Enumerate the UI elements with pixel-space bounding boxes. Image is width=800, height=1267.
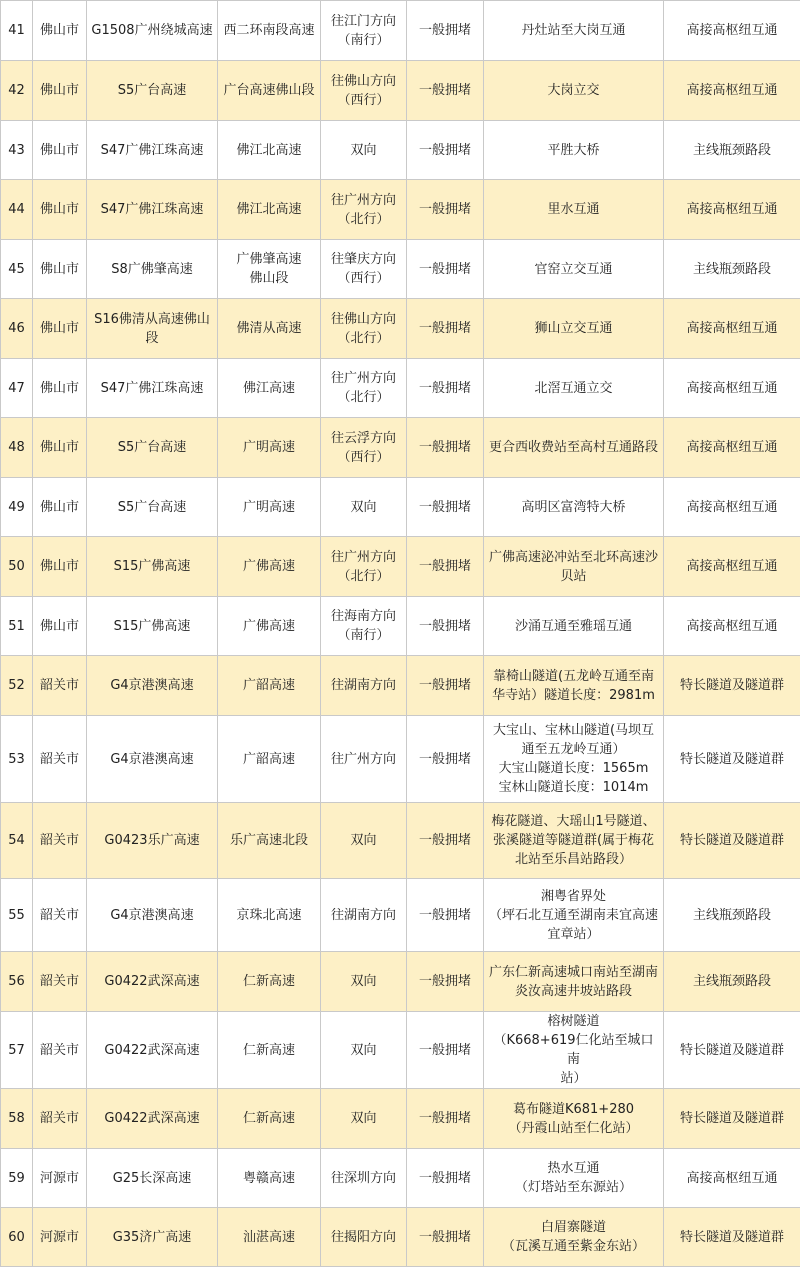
road-section-cell: 汕湛高速 bbox=[218, 1208, 321, 1267]
table-row bbox=[1, 359, 800, 418]
congestion-type-cell: 高接高枢纽互通 bbox=[664, 1149, 800, 1208]
table-row bbox=[1, 716, 800, 803]
congestion-type-cell: 主线瓶颈路段 bbox=[664, 240, 800, 299]
direction-cell bbox=[321, 240, 407, 299]
congestion-location-line: 炎汝高速井坡站路段 bbox=[488, 982, 659, 1001]
direction-line: 往广州方向 bbox=[325, 191, 402, 210]
congestion-location-line: 大宝山隧道长度：1565m bbox=[488, 759, 659, 778]
expressway-cell: G25长深高速 bbox=[87, 1149, 218, 1208]
congestion-type-cell: 高接高枢纽互通 bbox=[664, 359, 800, 418]
expressway-cell: S47广佛江珠高速 bbox=[87, 359, 218, 418]
congestion-level-cell: 一般拥堵 bbox=[407, 121, 484, 180]
row-number: 56 bbox=[1, 952, 33, 1012]
row-number: 47 bbox=[1, 359, 33, 418]
expressway-cell: G0422武深高速 bbox=[87, 952, 218, 1012]
congestion-level-cell: 一般拥堵 bbox=[407, 716, 484, 803]
expressway-cell: G1508广州绕城高速 bbox=[87, 1, 218, 61]
congestion-level-cell: 一般拥堵 bbox=[407, 1012, 484, 1089]
expressway-cell: S5广台高速 bbox=[87, 61, 218, 121]
direction-cell bbox=[321, 418, 407, 478]
congestion-level-cell: 一般拥堵 bbox=[407, 597, 484, 656]
direction-line: 往广州方向 bbox=[325, 369, 402, 388]
congestion-location-cell bbox=[484, 180, 664, 240]
row-number: 50 bbox=[1, 537, 33, 597]
city-cell: 佛山市 bbox=[33, 61, 87, 121]
congestion-location-cell bbox=[484, 121, 664, 180]
table-row bbox=[1, 418, 800, 478]
direction-cell bbox=[321, 478, 407, 537]
row-number: 55 bbox=[1, 879, 33, 952]
table-row bbox=[1, 61, 800, 121]
congestion-location-line: 高明区富湾特大桥 bbox=[488, 498, 659, 517]
direction-cell bbox=[321, 952, 407, 1012]
direction-line: 往广州方向 bbox=[325, 548, 402, 567]
row-number: 42 bbox=[1, 61, 33, 121]
city-cell: 佛山市 bbox=[33, 359, 87, 418]
road-section-cell: 广明高速 bbox=[218, 478, 321, 537]
congestion-type-cell: 高接高枢纽互通 bbox=[664, 537, 800, 597]
congestion-location-line: 贝站 bbox=[488, 567, 659, 586]
congestion-location-line: 广东仁新高速城口南站至湖南 bbox=[488, 963, 659, 982]
congestion-type-cell: 高接高枢纽互通 bbox=[664, 299, 800, 359]
city-cell: 韶关市 bbox=[33, 952, 87, 1012]
congestion-level-cell: 一般拥堵 bbox=[407, 359, 484, 418]
congestion-level-cell: 一般拥堵 bbox=[407, 1149, 484, 1208]
congestion-type-cell: 特长隧道及隧道群 bbox=[664, 803, 800, 879]
direction-cell bbox=[321, 716, 407, 803]
congestion-location-cell bbox=[484, 240, 664, 299]
expressway-cell: G4京港澳高速 bbox=[87, 716, 218, 803]
direction-cell bbox=[321, 879, 407, 952]
congestion-location-line: （丹霞山站至仁化站） bbox=[488, 1119, 659, 1138]
city-cell: 河源市 bbox=[33, 1149, 87, 1208]
direction-cell bbox=[321, 1089, 407, 1149]
expressway-cell: S5广台高速 bbox=[87, 418, 218, 478]
city-cell: 韶关市 bbox=[33, 803, 87, 879]
road-section-cell: 广佛高速 bbox=[218, 537, 321, 597]
table-row bbox=[1, 299, 800, 359]
congestion-type-cell: 高接高枢纽互通 bbox=[664, 61, 800, 121]
direction-line: 往海南方向 bbox=[325, 607, 402, 626]
road-section-cell: 广佛高速 bbox=[218, 597, 321, 656]
road-section-cell: 广台高速佛山段 bbox=[218, 61, 321, 121]
congestion-location-line: 官窑立交互通 bbox=[488, 260, 659, 279]
congestion-location-line: 沙涌互通至雅瑶互通 bbox=[488, 617, 659, 636]
congestion-level-cell: 一般拥堵 bbox=[407, 656, 484, 716]
direction-line: （西行） bbox=[325, 448, 402, 467]
expressway-cell: G4京港澳高速 bbox=[87, 879, 218, 952]
city-cell: 韶关市 bbox=[33, 879, 87, 952]
direction-cell bbox=[321, 180, 407, 240]
expressway-cell: S15广佛高速 bbox=[87, 597, 218, 656]
expressway-cell: S47广佛江珠高速 bbox=[87, 121, 218, 180]
row-number: 45 bbox=[1, 240, 33, 299]
congestion-level-cell: 一般拥堵 bbox=[407, 418, 484, 478]
congestion-type-cell: 高接高枢纽互通 bbox=[664, 180, 800, 240]
congestion-location-cell bbox=[484, 597, 664, 656]
road-section-cell: 佛江北高速 bbox=[218, 180, 321, 240]
congestion-location-line: 通至五龙岭互通） bbox=[488, 740, 659, 759]
expressway-cell: S8广佛肇高速 bbox=[87, 240, 218, 299]
congestion-location-cell bbox=[484, 61, 664, 121]
congestion-type-cell: 主线瓶颈路段 bbox=[664, 952, 800, 1012]
city-cell: 佛山市 bbox=[33, 1, 87, 61]
table-row bbox=[1, 1, 800, 61]
direction-line: 往云浮方向 bbox=[325, 429, 402, 448]
expressway-cell: S5广台高速 bbox=[87, 478, 218, 537]
congestion-location-line: （K668+619仁化站至城口南 bbox=[488, 1031, 659, 1069]
table-row bbox=[1, 879, 800, 952]
table-row bbox=[1, 180, 800, 240]
congestion-level-cell: 一般拥堵 bbox=[407, 180, 484, 240]
road-section-cell: 西二环南段高速 bbox=[218, 1, 321, 61]
direction-line: （西行） bbox=[325, 91, 402, 110]
table-row bbox=[1, 1089, 800, 1149]
congestion-type-cell: 主线瓶颈路段 bbox=[664, 121, 800, 180]
expressway-cell: G0423乐广高速 bbox=[87, 803, 218, 879]
row-number: 57 bbox=[1, 1012, 33, 1089]
table-row bbox=[1, 1149, 800, 1208]
road-section-cell: 仁新高速 bbox=[218, 1089, 321, 1149]
road-section-line: 广佛肇高速 bbox=[222, 250, 316, 269]
congestion-type-cell: 高接高枢纽互通 bbox=[664, 418, 800, 478]
city-cell: 佛山市 bbox=[33, 418, 87, 478]
congestion-location-line: 丹灶站至大岗互通 bbox=[488, 21, 659, 40]
congestion-location-cell bbox=[484, 478, 664, 537]
congestion-type-cell: 高接高枢纽互通 bbox=[664, 1, 800, 61]
congestion-level-cell: 一般拥堵 bbox=[407, 879, 484, 952]
road-section-line: 佛山段 bbox=[222, 269, 316, 288]
congestion-location-line: 北滘互通立交 bbox=[488, 379, 659, 398]
congestion-type-cell: 特长隧道及隧道群 bbox=[664, 716, 800, 803]
congestion-type-cell: 高接高枢纽互通 bbox=[664, 597, 800, 656]
direction-line: 往江门方向 bbox=[325, 12, 402, 31]
road-section-cell bbox=[218, 240, 321, 299]
congestion-location-line: 梅花隧道、大瑶山1号隧道、 bbox=[488, 812, 659, 831]
road-section-cell: 广韶高速 bbox=[218, 656, 321, 716]
congestion-location-cell bbox=[484, 1208, 664, 1267]
congestion-location-line: 站） bbox=[488, 1069, 659, 1088]
congestion-location-line: 宝林山隧道长度：1014m bbox=[488, 778, 659, 797]
row-number: 53 bbox=[1, 716, 33, 803]
congestion-location-line: 平胜大桥 bbox=[488, 141, 659, 160]
congestion-location-cell bbox=[484, 1, 664, 61]
congestion-type-cell: 高接高枢纽互通 bbox=[664, 478, 800, 537]
row-number: 59 bbox=[1, 1149, 33, 1208]
table-row bbox=[1, 803, 800, 879]
direction-line: （南行） bbox=[325, 31, 402, 50]
congestion-location-line: 张溪隧道等隧道群(属于梅花 bbox=[488, 831, 659, 850]
congestion-location-cell bbox=[484, 537, 664, 597]
congestion-location-line: 大宝山、宝林山隧道(马坝互 bbox=[488, 721, 659, 740]
congestion-location-line: 白眉寨隧道 bbox=[488, 1218, 659, 1237]
direction-cell bbox=[321, 1, 407, 61]
city-cell: 佛山市 bbox=[33, 537, 87, 597]
direction-line: 双向 bbox=[325, 498, 402, 517]
row-number: 44 bbox=[1, 180, 33, 240]
road-section-cell: 佛清从高速 bbox=[218, 299, 321, 359]
direction-line: 往湖南方向 bbox=[325, 906, 402, 925]
expressway-cell: G4京港澳高速 bbox=[87, 656, 218, 716]
row-number: 58 bbox=[1, 1089, 33, 1149]
congestion-type-cell: 特长隧道及隧道群 bbox=[664, 1012, 800, 1089]
city-cell: 佛山市 bbox=[33, 299, 87, 359]
road-section-cell: 京珠北高速 bbox=[218, 879, 321, 952]
congestion-type-cell: 特长隧道及隧道群 bbox=[664, 656, 800, 716]
direction-line: 双向 bbox=[325, 141, 402, 160]
direction-cell bbox=[321, 299, 407, 359]
table-row bbox=[1, 597, 800, 656]
congestion-level-cell: 一般拥堵 bbox=[407, 1208, 484, 1267]
direction-line: 往湖南方向 bbox=[325, 676, 402, 695]
direction-cell bbox=[321, 537, 407, 597]
road-section-cell: 仁新高速 bbox=[218, 952, 321, 1012]
congestion-level-cell: 一般拥堵 bbox=[407, 299, 484, 359]
direction-line: （北行） bbox=[325, 210, 402, 229]
direction-line: 往佛山方向 bbox=[325, 310, 402, 329]
congestion-location-line: 湘粤省界处 bbox=[488, 887, 659, 906]
direction-line: （南行） bbox=[325, 626, 402, 645]
congestion-location-line: （灯塔站至东源站） bbox=[488, 1178, 659, 1197]
congestion-location-cell bbox=[484, 716, 664, 803]
city-cell: 韶关市 bbox=[33, 656, 87, 716]
direction-line: 往揭阳方向 bbox=[325, 1228, 402, 1247]
row-number: 43 bbox=[1, 121, 33, 180]
congestion-location-cell bbox=[484, 1012, 664, 1089]
expressway-cell: S16佛清从高速佛山段 bbox=[87, 299, 218, 359]
road-section-cell: 佛江高速 bbox=[218, 359, 321, 418]
congestion-location-cell bbox=[484, 656, 664, 716]
expressway-cell: G0422武深高速 bbox=[87, 1012, 218, 1089]
congestion-location-line: 广佛高速泌冲站至北环高速沙 bbox=[488, 548, 659, 567]
road-section-cell: 佛江北高速 bbox=[218, 121, 321, 180]
congestion-location-cell bbox=[484, 359, 664, 418]
table-row bbox=[1, 656, 800, 716]
direction-cell bbox=[321, 359, 407, 418]
congestion-location-cell bbox=[484, 1149, 664, 1208]
congestion-level-cell: 一般拥堵 bbox=[407, 803, 484, 879]
table-row bbox=[1, 1012, 800, 1089]
direction-cell bbox=[321, 1208, 407, 1267]
congestion-location-line: 华寺站）隧道长度：2981m bbox=[488, 686, 659, 705]
city-cell: 佛山市 bbox=[33, 180, 87, 240]
table-row bbox=[1, 478, 800, 537]
expressway-cell: G0422武深高速 bbox=[87, 1089, 218, 1149]
congestion-location-line: 热水互通 bbox=[488, 1159, 659, 1178]
direction-cell bbox=[321, 656, 407, 716]
congestion-level-cell: 一般拥堵 bbox=[407, 952, 484, 1012]
direction-line: 往佛山方向 bbox=[325, 72, 402, 91]
direction-line: 双向 bbox=[325, 831, 402, 850]
direction-line: 双向 bbox=[325, 1041, 402, 1060]
congestion-level-cell: 一般拥堵 bbox=[407, 1, 484, 61]
table-row bbox=[1, 952, 800, 1012]
congestion-level-cell: 一般拥堵 bbox=[407, 61, 484, 121]
row-number: 41 bbox=[1, 1, 33, 61]
congestion-location-line: 更合西收费站至高村互通路段 bbox=[488, 438, 659, 457]
congestion-type-cell: 主线瓶颈路段 bbox=[664, 879, 800, 952]
congestion-location-cell bbox=[484, 1089, 664, 1149]
congestion-type-cell: 特长隧道及隧道群 bbox=[664, 1089, 800, 1149]
table-row bbox=[1, 1208, 800, 1267]
congestion-level-cell: 一般拥堵 bbox=[407, 537, 484, 597]
direction-line: （北行） bbox=[325, 329, 402, 348]
row-number: 48 bbox=[1, 418, 33, 478]
direction-line: 往深圳方向 bbox=[325, 1169, 402, 1188]
congestion-location-line: 狮山立交互通 bbox=[488, 319, 659, 338]
direction-line: 往广州方向 bbox=[325, 750, 402, 769]
congestion-type-cell: 特长隧道及隧道群 bbox=[664, 1208, 800, 1267]
congestion-level-cell: 一般拥堵 bbox=[407, 478, 484, 537]
direction-line: （西行） bbox=[325, 269, 402, 288]
congestion-location-line: 榕树隧道 bbox=[488, 1012, 659, 1031]
congestion-location-line: 大岗立交 bbox=[488, 81, 659, 100]
direction-line: （北行） bbox=[325, 567, 402, 586]
city-cell: 佛山市 bbox=[33, 240, 87, 299]
road-section-cell: 广韶高速 bbox=[218, 716, 321, 803]
city-cell: 韶关市 bbox=[33, 1089, 87, 1149]
direction-line: 往肇庆方向 bbox=[325, 250, 402, 269]
road-section-cell: 广明高速 bbox=[218, 418, 321, 478]
congestion-level-cell: 一般拥堵 bbox=[407, 1089, 484, 1149]
row-number: 52 bbox=[1, 656, 33, 716]
row-number: 51 bbox=[1, 597, 33, 656]
city-cell: 佛山市 bbox=[33, 478, 87, 537]
congestion-location-line: （坪石北互通至湖南耒宜高速 bbox=[488, 906, 659, 925]
congestion-location-line: 靠椅山隧道(五龙岭互通至南 bbox=[488, 667, 659, 686]
road-section-cell: 粤赣高速 bbox=[218, 1149, 321, 1208]
congestion-location-cell bbox=[484, 952, 664, 1012]
city-cell: 韶关市 bbox=[33, 716, 87, 803]
congestion-location-line: （瓦溪互通至紫金东站） bbox=[488, 1237, 659, 1256]
expressway-cell: G35济广高速 bbox=[87, 1208, 218, 1267]
road-section-cell: 乐广高速北段 bbox=[218, 803, 321, 879]
city-cell: 河源市 bbox=[33, 1208, 87, 1267]
table-row bbox=[1, 240, 800, 299]
direction-cell bbox=[321, 61, 407, 121]
city-cell: 韶关市 bbox=[33, 1012, 87, 1089]
congestion-location-cell bbox=[484, 803, 664, 879]
expressway-cell: S15广佛高速 bbox=[87, 537, 218, 597]
congestion-location-line: 宜章站） bbox=[488, 925, 659, 944]
direction-cell bbox=[321, 597, 407, 656]
congestion-location-line: 葛布隧道K681+280 bbox=[488, 1100, 659, 1119]
congestion-location-cell bbox=[484, 879, 664, 952]
congestion-location-line: 北站至乐昌站路段） bbox=[488, 850, 659, 869]
direction-cell bbox=[321, 803, 407, 879]
congestion-level-cell: 一般拥堵 bbox=[407, 240, 484, 299]
road-section-cell: 仁新高速 bbox=[218, 1012, 321, 1089]
direction-cell bbox=[321, 121, 407, 180]
row-number: 46 bbox=[1, 299, 33, 359]
direction-line: 双向 bbox=[325, 1109, 402, 1128]
expressway-cell: S47广佛江珠高速 bbox=[87, 180, 218, 240]
direction-line: 双向 bbox=[325, 972, 402, 991]
table-row bbox=[1, 537, 800, 597]
city-cell: 佛山市 bbox=[33, 121, 87, 180]
row-number: 54 bbox=[1, 803, 33, 879]
direction-line: （北行） bbox=[325, 388, 402, 407]
table-row bbox=[1, 121, 800, 180]
direction-cell bbox=[321, 1012, 407, 1089]
congestion-location-cell bbox=[484, 299, 664, 359]
direction-cell bbox=[321, 1149, 407, 1208]
city-cell: 佛山市 bbox=[33, 597, 87, 656]
row-number: 49 bbox=[1, 478, 33, 537]
congestion-location-cell bbox=[484, 418, 664, 478]
row-number: 60 bbox=[1, 1208, 33, 1267]
congestion-location-line: 里水互通 bbox=[488, 200, 659, 219]
